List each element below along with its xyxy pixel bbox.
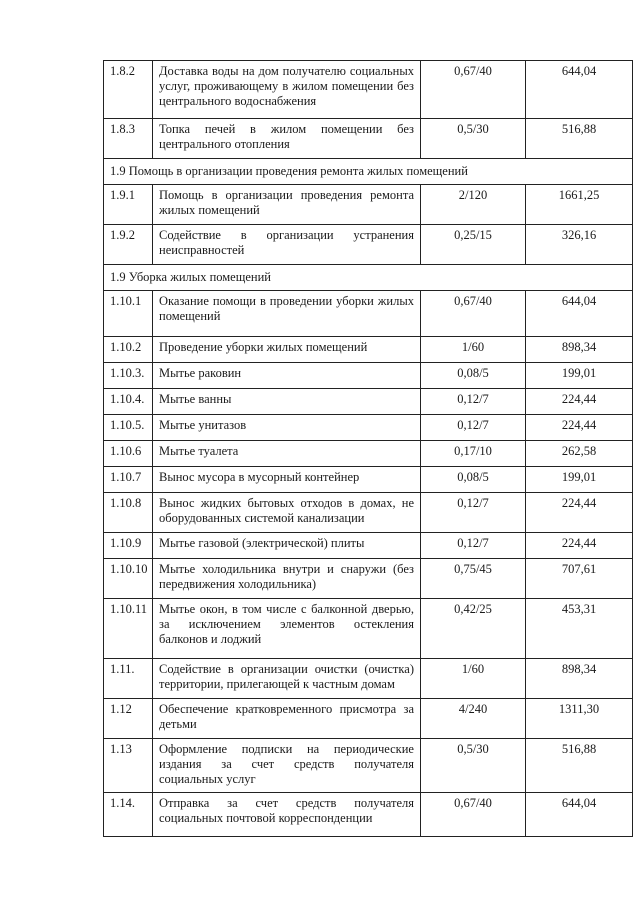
service-name-cell xyxy=(153,337,421,363)
time-norm: 0,75/45 xyxy=(421,559,526,599)
service-price: 453,31 xyxy=(526,599,633,659)
service-price: 644,04 xyxy=(526,61,633,119)
time-norm: 0,67/40 xyxy=(421,291,526,337)
row-number: 1.10.11 xyxy=(104,599,153,659)
service-price: 898,34 xyxy=(526,337,633,363)
row-number: 1.10.3. xyxy=(104,363,153,389)
service-name: Мытье окон, в том числе с балконной дверью, за исключением элементов остекления балконов и лоджий xyxy=(159,602,414,646)
service-price: 199,01 xyxy=(526,363,633,389)
service-name-cell xyxy=(153,441,421,467)
time-norm: 4/240 xyxy=(421,699,526,739)
service-name: Мытье ванны xyxy=(159,392,232,406)
table-row xyxy=(104,61,633,119)
table-row xyxy=(104,363,633,389)
service-price: 898,34 xyxy=(526,659,633,699)
service-price: 644,04 xyxy=(526,793,633,837)
service-name: Помощь в организации проведения ремонта жилых помещений xyxy=(159,188,414,217)
section-header-row xyxy=(104,265,633,291)
table-row xyxy=(104,533,633,559)
service-name: Содействие в организации очистки (очистка) территории, прилегающей к частным домам xyxy=(159,662,414,691)
service-name-cell xyxy=(153,119,421,159)
row-number: 1.8.2 xyxy=(104,61,153,119)
service-price: 262,58 xyxy=(526,441,633,467)
row-number: 1.10.4. xyxy=(104,389,153,415)
service-name: Содействие в организации устранения неисправностей xyxy=(159,228,414,257)
service-name-cell xyxy=(153,415,421,441)
services-table-body xyxy=(104,61,633,837)
service-name: Вынос жидких бытовых отходов в домах, не оборудованных системой канализации xyxy=(159,496,414,525)
service-name: Оказание помощи в проведении уборки жилых помещений xyxy=(159,294,414,323)
service-name: Мытье раковин xyxy=(159,366,242,380)
service-name-cell xyxy=(153,467,421,493)
service-name: Проведение уборки жилых помещений xyxy=(159,340,368,354)
service-price: 516,88 xyxy=(526,119,633,159)
service-name: Обеспечение кратковременного присмотра за детьми xyxy=(159,702,414,731)
service-name: Мытье холодильника внутри и снаружи (без передвижения холодильника) xyxy=(159,562,414,591)
service-name-cell xyxy=(153,389,421,415)
row-number: 1.9.2 xyxy=(104,225,153,265)
row-number: 1.8.3 xyxy=(104,119,153,159)
row-number: 1.11. xyxy=(104,659,153,699)
service-price: 1311,30 xyxy=(526,699,633,739)
service-price: 224,44 xyxy=(526,533,633,559)
service-price: 1661,25 xyxy=(526,185,633,225)
service-name: Мытье газовой (электрической) плиты xyxy=(159,536,365,550)
service-name-cell xyxy=(153,225,421,265)
service-name: Мытье унитазов xyxy=(159,418,247,432)
time-norm: 0,12/7 xyxy=(421,389,526,415)
table-row xyxy=(104,225,633,265)
row-number: 1.10.1 xyxy=(104,291,153,337)
service-name-cell xyxy=(153,793,421,837)
table-row xyxy=(104,599,633,659)
service-name: Оформление подписки на периодические издания за счет средств получателя социальных услуг xyxy=(159,742,414,786)
table-row xyxy=(104,337,633,363)
row-number: 1.10.8 xyxy=(104,493,153,533)
section-title: 1.9 Уборка жилых помещений xyxy=(104,265,633,291)
time-norm: 0,12/7 xyxy=(421,533,526,559)
row-number: 1.10.7 xyxy=(104,467,153,493)
table-row xyxy=(104,493,633,533)
service-price: 199,01 xyxy=(526,467,633,493)
table-row xyxy=(104,415,633,441)
time-norm: 0,17/10 xyxy=(421,441,526,467)
table-row xyxy=(104,467,633,493)
service-name-cell xyxy=(153,739,421,793)
service-name-cell xyxy=(153,599,421,659)
time-norm: 0,08/5 xyxy=(421,363,526,389)
service-name-cell xyxy=(153,659,421,699)
service-name: Доставка воды на дом получателю социальных услуг, проживающему в жилом помещении без центрального водоснабжения xyxy=(159,64,414,108)
service-name-cell xyxy=(153,61,421,119)
service-name-cell xyxy=(153,363,421,389)
row-number: 1.10.10 xyxy=(104,559,153,599)
time-norm: 0,5/30 xyxy=(421,119,526,159)
row-number: 1.12 xyxy=(104,699,153,739)
service-price: 516,88 xyxy=(526,739,633,793)
time-norm: 0,67/40 xyxy=(421,61,526,119)
time-norm: 1/60 xyxy=(421,337,526,363)
time-norm: 0,67/40 xyxy=(421,793,526,837)
table-row xyxy=(104,119,633,159)
table-row xyxy=(104,389,633,415)
row-number: 1.10.5. xyxy=(104,415,153,441)
service-price: 224,44 xyxy=(526,415,633,441)
row-number: 1.14. xyxy=(104,793,153,837)
time-norm: 0,12/7 xyxy=(421,415,526,441)
service-name-cell xyxy=(153,533,421,559)
service-price: 644,04 xyxy=(526,291,633,337)
table-row xyxy=(104,441,633,467)
time-norm: 0,5/30 xyxy=(421,739,526,793)
time-norm: 0,12/7 xyxy=(421,493,526,533)
service-name-cell xyxy=(153,291,421,337)
service-price: 224,44 xyxy=(526,389,633,415)
row-number: 1.10.6 xyxy=(104,441,153,467)
time-norm: 0,42/25 xyxy=(421,599,526,659)
section-title: 1.9 Помощь в организации проведения ремонта жилых помещений xyxy=(104,159,633,185)
time-norm: 2/120 xyxy=(421,185,526,225)
table-row xyxy=(104,659,633,699)
service-name-cell xyxy=(153,185,421,225)
service-price: 224,44 xyxy=(526,493,633,533)
section-header-row xyxy=(104,159,633,185)
row-number: 1.13 xyxy=(104,739,153,793)
service-name: Вынос мусора в мусорный контейнер xyxy=(159,470,360,484)
service-price: 707,61 xyxy=(526,559,633,599)
table-row xyxy=(104,699,633,739)
time-norm: 1/60 xyxy=(421,659,526,699)
service-name-cell xyxy=(153,493,421,533)
service-name: Отправка за счет средств получателя социальных почтовой корреспонденции xyxy=(159,796,414,825)
row-number: 1.10.2 xyxy=(104,337,153,363)
row-number: 1.9.1 xyxy=(104,185,153,225)
service-name: Топка печей в жилом помещении без центрального отопления xyxy=(159,122,414,151)
service-name-cell xyxy=(153,559,421,599)
table-row xyxy=(104,739,633,793)
service-price: 326,16 xyxy=(526,225,633,265)
table-row xyxy=(104,185,633,225)
service-name: Мытье туалета xyxy=(159,444,239,458)
table-row xyxy=(104,291,633,337)
table-row xyxy=(104,793,633,837)
service-name-cell xyxy=(153,699,421,739)
services-table xyxy=(103,60,633,837)
table-row xyxy=(104,559,633,599)
time-norm: 0,08/5 xyxy=(421,467,526,493)
time-norm: 0,25/15 xyxy=(421,225,526,265)
row-number: 1.10.9 xyxy=(104,533,153,559)
